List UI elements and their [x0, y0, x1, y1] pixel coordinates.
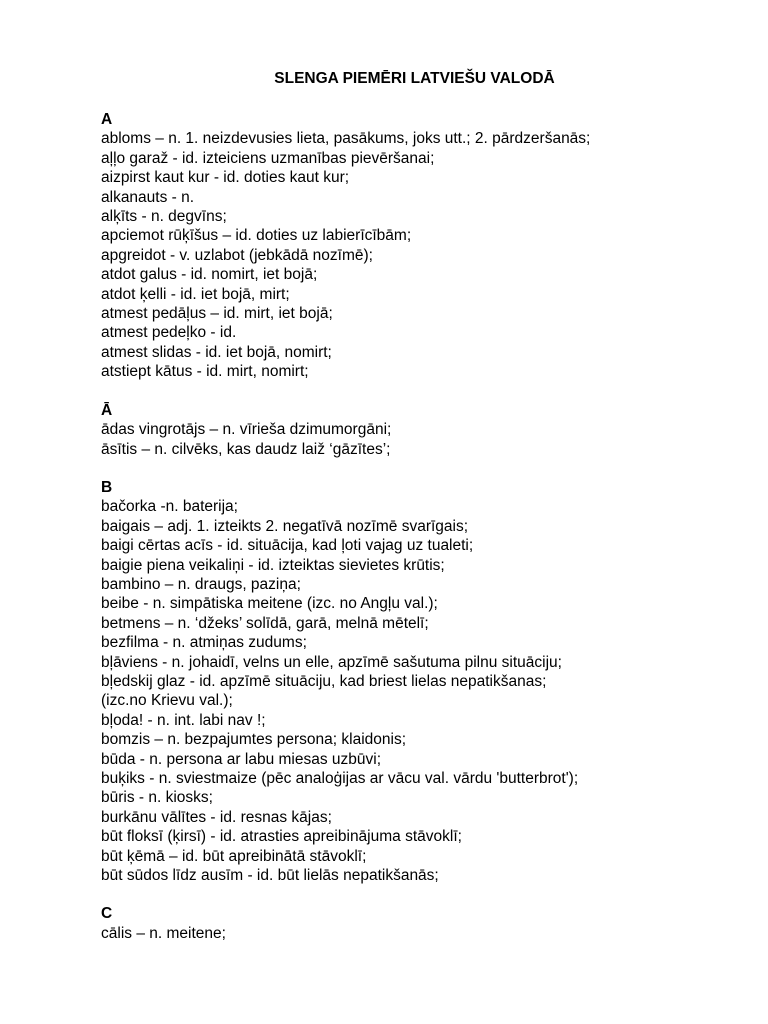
- dictionary-entry: ādas vingrotājs – n. vīrieša dzimumorgāni;: [101, 421, 392, 439]
- dictionary-entry: abloms – n. 1. neizdevusies lieta, pasākums, joks utt.; 2. pārdzeršanās;: [101, 130, 591, 148]
- dictionary-entry: būris - n. kiosks;: [101, 789, 213, 807]
- section-b: [101, 478, 728, 886]
- dictionary-entry: atdot galus - id. nomirt, iet bojā;: [101, 266, 318, 284]
- dictionary-entry: būt sūdos līdz ausīm - id. būt lielās nepatikšanās;: [101, 867, 439, 885]
- dictionary-entry: (izc.no Krievu val.);: [101, 692, 233, 710]
- dictionary-entry: bačorka -n. baterija;: [101, 498, 238, 516]
- dictionary-entry: betmens – n. ‘džeks’ solīdā, garā, melnā mētelī;: [101, 614, 429, 632]
- dictionary-entry: atmest slidas - id. iet bojā, nomirt;: [101, 343, 332, 361]
- section-letter: Ā: [101, 401, 113, 419]
- section-c: [101, 904, 728, 943]
- section-a-macron: [101, 401, 728, 459]
- dictionary-entry: alķīts - n. degvīns;: [101, 208, 227, 226]
- dictionary-entry: atstiept kātus - id. mirt, nomirt;: [101, 363, 309, 381]
- dictionary-entry: baigie piena veikaliņi - id. izteiktas sievietes krūtis;: [101, 556, 445, 574]
- dictionary-entry: burkānu vālītes - id. resnas kājas;: [101, 808, 332, 826]
- document-title: SLENGA PIEMĒRI LATVIEŠU VALODĀ: [274, 70, 555, 87]
- dictionary-entry: āsītis – n. cilvēks, kas daudz laiž ‘gāzītes’;: [101, 440, 391, 458]
- dictionary-entry: buķiks - n. sviestmaize (pēc analoģijas ar vācu val. vārdu 'butterbrot');: [101, 770, 579, 787]
- dictionary-entry: bļoda! - n. int. labi nav !;: [101, 711, 266, 729]
- dictionary-entry: aizpirst kaut kur - id. doties kaut kur;: [101, 169, 350, 187]
- dictionary-entry: bļāviens - n. johaidī, velns un elle, apzīmē sašutuma pilnu situāciju;: [101, 653, 562, 671]
- dictionary-entry: atmest pedāļus – id. mirt, iet bojā;: [101, 305, 333, 323]
- dictionary-entry: beibe - n. simpātiska meitene (izc. no Angļu val.);: [101, 595, 438, 613]
- dictionary-entry: atmest pedeļko - id.: [101, 324, 237, 342]
- dictionary-entry: bezfilma - n. atmiņas zudums;: [101, 634, 307, 652]
- dictionary-entry: būt floksī (ķirsī) - id. atrasties apreibinājuma stāvoklī;: [101, 828, 462, 846]
- dictionary-entry: alkanauts - n.: [101, 188, 195, 206]
- dictionary-entry: apciemot rūķīšus – id. doties uz labierīcībām;: [101, 227, 412, 245]
- dictionary-entry: cālis – n. meitene;: [101, 924, 226, 942]
- dictionary-entry: baigi cērtas acīs - id. situācija, kad ļoti vajag uz tualeti;: [101, 537, 474, 555]
- dictionary-entry: bļedskij glaz - id. apzīmē situāciju, kad briest lielas nepatikšanas;: [101, 672, 547, 690]
- dictionary-entry: būda - n. persona ar labu miesas uzbūvi;: [101, 750, 382, 768]
- dictionary-entry: bomzis – n. bezpajumtes persona; klaidonis;: [101, 731, 406, 749]
- section-letter: A: [101, 111, 113, 128]
- dictionary-entry: atdot ķelli - id. iet bojā, mirt;: [101, 285, 290, 303]
- dictionary-entry: bambino – n. draugs, paziņa;: [101, 575, 301, 593]
- dictionary-entry: baigais – adj. 1. izteikts 2. negatīvā nozīmē svarīgais;: [101, 517, 469, 535]
- dictionary-entry: apgreidot - v. uzlabot (jebkādā nozīmē);: [101, 246, 373, 264]
- section-letter: B: [101, 478, 113, 496]
- dictionary-entry: būt ķēmā – id. būt apreibinātā stāvoklī;: [101, 847, 367, 865]
- dictionary-entry: aļļo garaž - id. izteiciens uzmanības pievēršanai;: [101, 149, 435, 167]
- section-letter: C: [101, 905, 113, 923]
- section-a: [101, 110, 728, 382]
